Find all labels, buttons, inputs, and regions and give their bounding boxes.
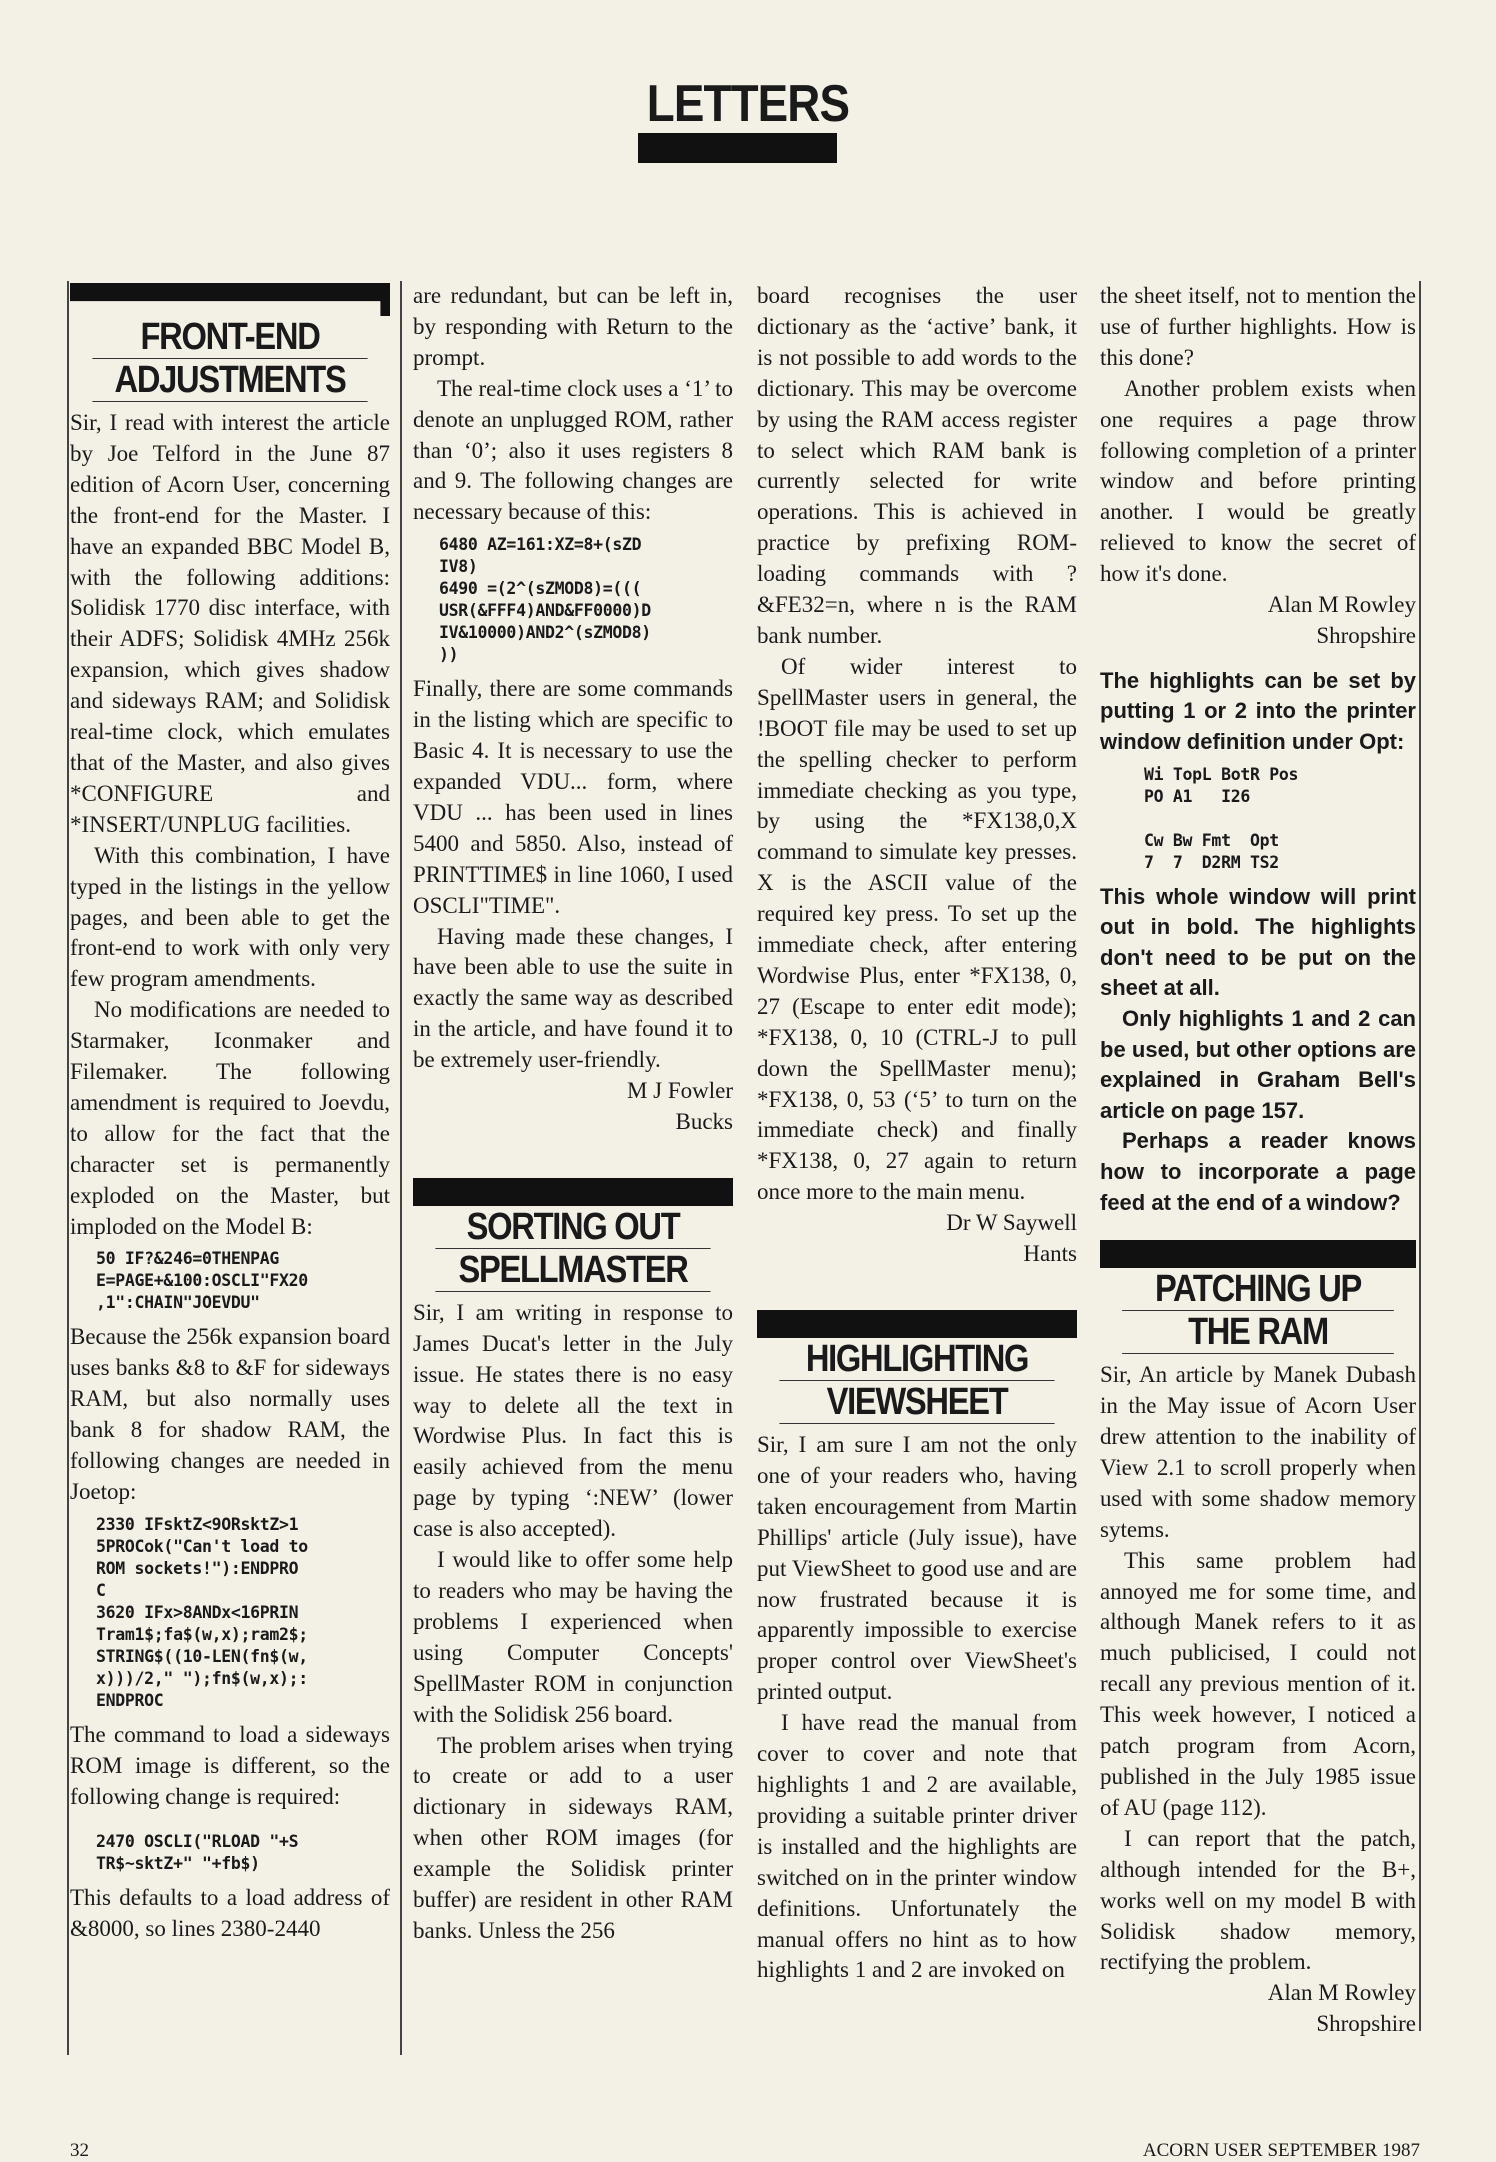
letter-paragraph: Another problem exists when one requires a page throw following completion of a printer window and before printing another. I would be greatly relieved to know the secret of how it's done. [1100,375,1416,587]
masthead-bar [638,133,837,163]
letter-paragraph: are redundant, but can be left in, by responding with Return to the prompt. [413,283,733,370]
letter-paragraph: The command to load a sideways ROM image is different, so the following change is required: [70,1721,390,1809]
signature-place: Bucks [675,1108,733,1134]
signature-name: Alan M Rowley [1267,592,1416,618]
letter-paragraph: I have read the manual from cover to cover and note that highlights 1 and 2 are available, providing a suitable printer driver is installed and the highlights are switched on in the printer window definitions. Unfortunately the manual offers no hint as to how highlights 1 and 2 are invoked on [757,1710,1077,1983]
heading-line: SORTING OUT [435,1206,710,1249]
page-title: LETTERS [646,75,850,133]
column-rule [1419,281,1421,2031]
code-listing: 50 IF?&246=0THENPAG E=PAGE+&100:OSCLI"FX20 ,1":CHAIN"JOEVDU" [96,1249,308,1313]
heading-line: FRONT-END [92,316,367,359]
heading-bar [757,1310,1077,1338]
heading-line: VIEWSHEET [779,1381,1054,1424]
column-4 [1100,281,1416,2040]
signature-name: Dr W Saywell [946,1210,1077,1236]
letter-paragraph: Because the 256k expansion board uses banks &8 to &F for sideways RAM, but also normally uses bank 8 for shadow RAM, the following changes are needed in Joetop: [70,1324,390,1504]
editor-reply: The highlights can be set by putting 1 or 2 into the printer window definition under Opt: [1100,667,1416,755]
heading-line: ADJUSTMENTS [92,359,367,402]
column-rule [400,281,402,2055]
heading-bar [1100,1240,1416,1268]
letter-paragraph: Sir, I read with interest the article by Joe Telford in the June 87 edition of Acorn User, concerning the front-end for the Master. I have an expanded BBC Model B, with the following additions: Solidisk 1770 disc interface, with their ADFS; Solidisk 4MHz 256k expansion, which gives shadow and sideways RAM; and Solidisk real-time clock, which emulates that of the Master, and also gives *CONFIGURE and *INSERT/UNPLUG facilities. [70,410,390,837]
signature-name: M J Fowler [626,1078,733,1104]
letter-paragraph: board recognises the user dictionary as the ‘active’ bank, it is not possible to add words to the dictionary. This may be overcome by using the RAM access register to select which RAM bank is currently selected for write operations. This is achieved in practice by prefixing ROM-loading commands with ?&FE32=n, where n is the RAM bank number. [757,283,1077,648]
letter-paragraph: I would like to offer some help to readers who may be having the problems I experienced when using Computer Concepts' SpellMaster ROM in conjunction with the Solidisk 256 board. [413,1547,733,1727]
column-1 [70,281,390,1944]
letter-paragraph: Sir, An article by Manek Dubash in the May issue of Acorn User drew attention to the inability of View 2.1 to scroll properly when used with some shadow memory sytems. [1100,1362,1416,1542]
editor-reply: This whole window will print out in bold. The highlights don't need to be put on the sheet at all. [1100,883,1416,1001]
heading-patching-up-the-ram [1100,1240,1416,1354]
heading-line: THE RAM [1122,1311,1394,1354]
column-rule [67,281,69,2055]
letter-paragraph: The problem arises when trying to create or add to a user dictionary in sideways RAM, when other ROM images (for example the Solidisk printer buffer) are resident in other RAM banks. Unless the 256 [413,1732,733,1943]
editor-reply: Perhaps a reader knows how to incorporate a page feed at the end of a window? [1100,1128,1416,1215]
heading-sorting-out-spellmaster [413,1178,733,1292]
code-listing: 6480 AZ=161:XZ=8+(sZD IV8) 6490 =(2^(sZMOD8)=((( USR(&FFF4)AND&FF0000)D IV&10000)AND2^(sZMOD8) )) [439,535,651,665]
column-2 [413,281,733,1947]
letter-paragraph: Of wider interest to SpellMaster users in general, the !BOOT file may be used to set up the spelling checker to perform immediate checking as you type, by using the *FX138,0,X command to simulate key presses. X is the ASCII value of the required key press. To set up the immediate check, after entering Wordwise Plus, enter *FX138, 0, 27 (Escape to enter edit mode); *FX138, 0, 10 (CTRL-J to pull down the SpellMaster menu); *FX138, 0, 53 (‘5’ to turn on the immediate check) and finally *FX138, 0, 27 again to return once more to the main menu. [757,653,1077,1205]
code-listing: 2330 IFsktZ<9ORsktZ>1 5PROCok("Can't load to ROM sockets!"):ENDPRO C 3620 IFx>8ANDx<16PRIN Tram1$;fa$(w,x);ram2$; STRING$((10-LEN(fn$(w, x)))/2," ");fn$(w,x);: ENDPROC [96,1514,308,1710]
heading-bar [413,1178,733,1206]
letter-paragraph: Sir, I am writing in response to James Ducat's letter in the July issue. He states there is no easy way to delete all the text in Wordwise Plus. In fact this is easily achieved from the menu page by typing ‘:NEW’ (lower case is also accepted). [413,1299,733,1542]
heading-line: SPELLMASTER [435,1249,710,1292]
page-number: 32 [70,2140,89,2161]
heading-highlighting-viewsheet [757,1310,1077,1424]
heading-front-end-adjustments [70,283,390,402]
editor-reply: Only highlights 1 and 2 can be used, but other options are explained in Graham Bell's article on page 157. [1100,1006,1416,1123]
letter-paragraph: Having made these changes, I have been able to use the suite in exactly the same way as described in the article, and have found it to be extremely user-friendly. [413,923,733,1073]
heading-bar [70,283,390,316]
heading-line: HIGHLIGHTING [779,1338,1054,1381]
letter-paragraph: No modifications are needed to Starmaker, Iconmaker and Filemaker. The following amendment is required to Joevdu, to allow for the fact that the character set is permanently exploded on the Master, but imploded on the Model B: [70,997,390,1239]
letter-paragraph: With this combination, I have typed in the listings in the yellow pages, and been able to get the front-end to work with only very few program amendments. [70,842,390,992]
column-3 [757,281,1077,1986]
signature-place: Hants [1023,1241,1077,1267]
signature-place: Shropshire [1316,622,1416,648]
heading-line: PATCHING UP [1122,1268,1394,1311]
letter-paragraph: Sir, I am sure I am not the only one of your readers who, having taken encouragement from Martin Phillips' article (July issue), have put ViewSheet to good use and are now frustrated because it is apparently impossible to exercise proper control over ViewSheet's printed output. [757,1432,1077,1705]
code-listing: Wi TopL BotR Pos PO A1 I26 Cw Bw Fmt Opt 7 7 D2RM TS2 [1144,764,1299,872]
letter-paragraph: This defaults to a load address of &8000, so lines 2380-2440 [70,1884,390,1941]
letter-paragraph: This same problem had annoyed me for some time, and although Manek refers to it as much publicised, I could not recall any previous mention of it. This week however, I noticed a patch program from Acorn, published in the July 1985 issue of AU (page 112). [1100,1547,1416,1820]
signature-name: Alan M Rowley [1267,1980,1416,2006]
code-listing: 2470 OSCLI("RLOAD "+S TR$~sktZ+" "+fb$) [96,1831,299,1873]
letter-paragraph: The real-time clock uses a ‘1’ to denote an unplugged ROM, rather than ‘0’; also it uses registers 8 and 9. The following changes are necessary because of this: [413,375,733,525]
letter-paragraph: the sheet itself, not to mention the use of further highlights. How is this done? [1100,283,1416,370]
letter-paragraph: Finally, there are some commands in the listing which are specific to Basic 4. It is necessary to use the expanded VDU... form, where VDU ... has been used in lines 5400 and 5850. Also, instead of PRINTTIME$ in line 1060, I used OSCLI"TIME". [413,676,733,918]
letter-paragraph: I can report that the patch, although intended for the B+, works well on my model B with Solidisk shadow memory, rectifying the problem. [1100,1825,1416,1975]
masthead [0,75,1496,133]
issue-footer: ACORN USER SEPTEMBER 1987 [1142,2140,1420,2161]
signature-place: Shropshire [1316,2011,1416,2037]
